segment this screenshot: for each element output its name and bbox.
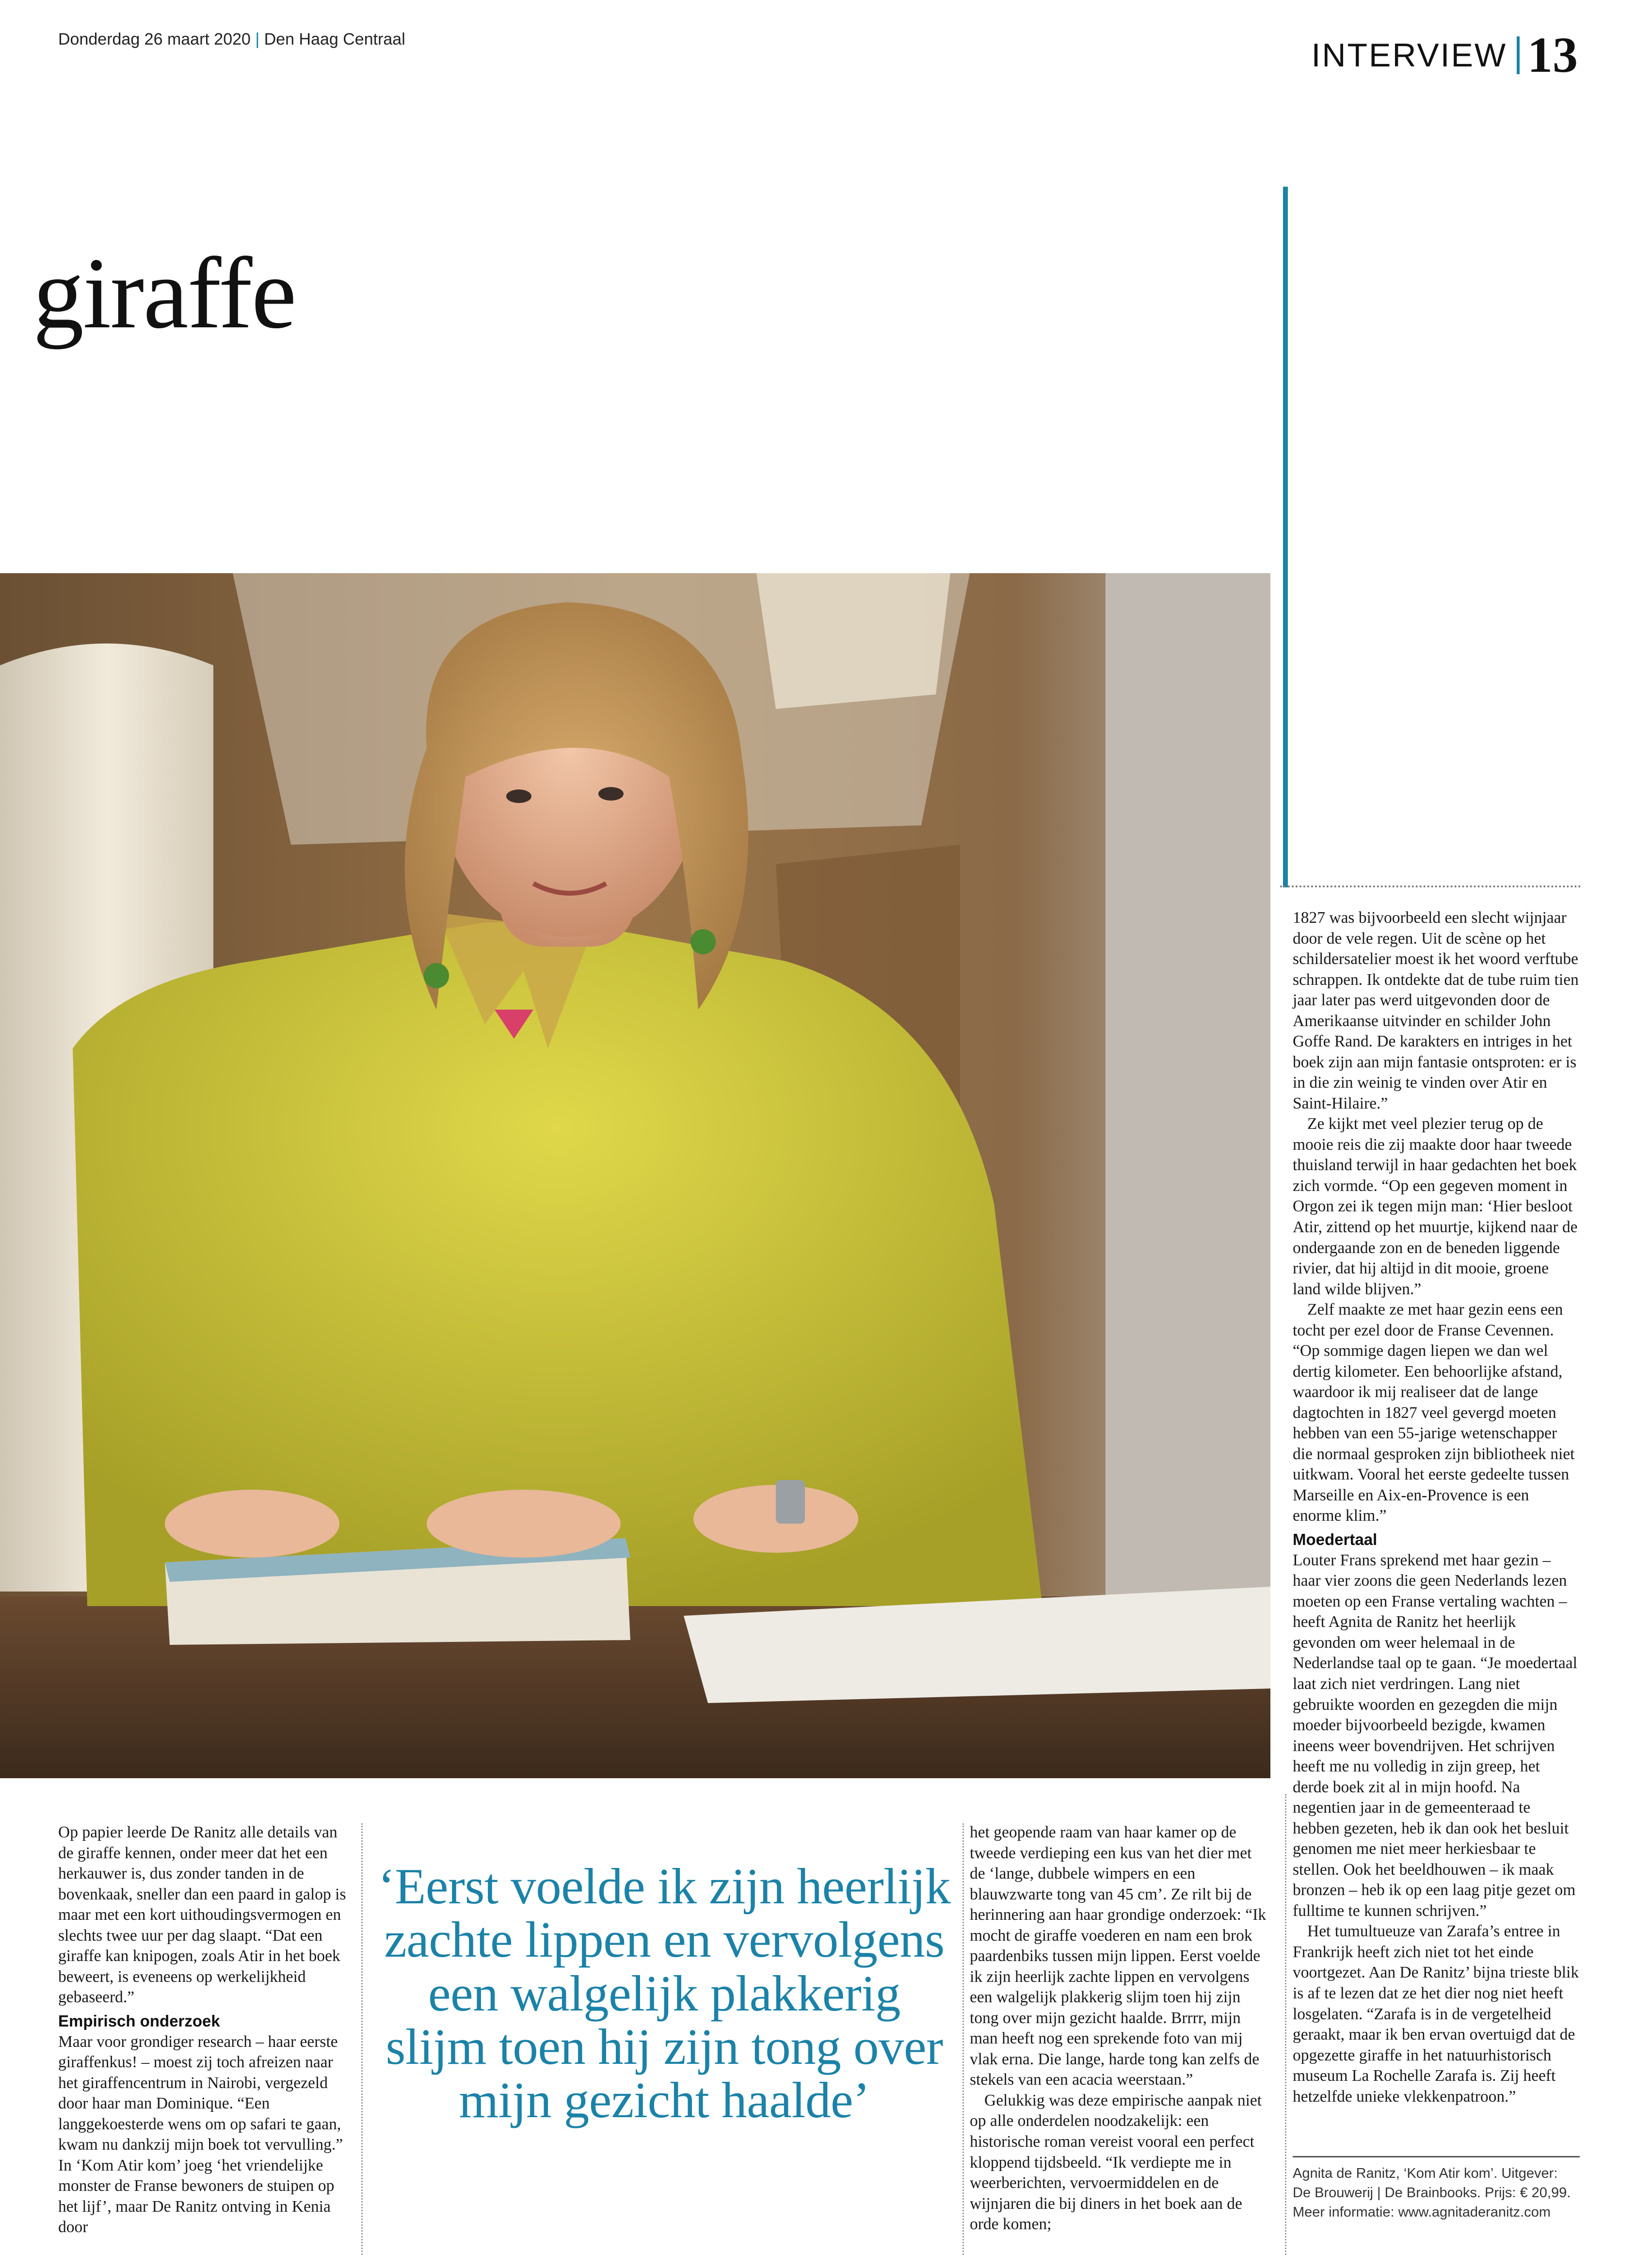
- issue-date: Donderdag 26 maart 2020: [58, 30, 251, 48]
- column-divider-middle: [962, 1823, 964, 2255]
- column-divider-right: [1285, 1794, 1286, 2255]
- dateline: [58, 30, 405, 49]
- subheading-moedertaal: Moedertaal: [1293, 1530, 1378, 1548]
- pull-quote: ‘Eerst voelde ik zijn heerlijk zachte lippen en vervolgens een walgelijk plakkerig slijm toen hij zijn tong over mijn gezicht haalde’: [378, 1858, 951, 2128]
- article-column-left: [58, 1822, 355, 2238]
- article-column-middle: [970, 1822, 1269, 2235]
- portrait-photo: [0, 573, 1270, 1778]
- credit-line: Agnita de Ranitz, ‘Kom Atir kom’. Uitgever:: [1293, 2166, 1558, 2181]
- article-paragraph: het geopende raam van haar kamer op de tweede verdieping een kus van het dier met de ‘lange, dubbele wimpers en een blauwzwarte tong van 45 cm’. Ze rilt bij de herinnering aan haar grondige onderzoek: “Ik mocht de giraffe voederen en nam een brok paardenbiks tussen mijn lippen. Eerst voelde ik zijn heerlijk zachte lippen en vervolgens een walgelijk plakkerig slijm toen hij zijn tong over mijn gezicht haalde. Brrrr, mijn man heeft nog een sprekende foto van mij vlak erna. Die lange, harde tong kan zelfs de stekels van een acacia weerstaan.”: [970, 1823, 1267, 2089]
- article-paragraph: Gelukkig was deze empirische aanpak niet op alle onderdelen noodzakelijk: een historische roman vereist vooral een perfect kloppend tijdsbeeld. “Ik verdiepte me in weerberichten, vervoermiddelen en de wijnjaren die bij diners in het boek aan de orde komen;: [970, 2091, 1262, 2234]
- edition-name: Den Haag Centraal: [264, 30, 405, 48]
- article-paragraph: Maar voor grondiger research – haar eerste giraffenkus! – moest zij toch afreizen naar het giraffencentrum in Nairobi, vergezeld door haar man Dominique. “Een langgekoesterde wens om op safari te gaan, kwam nu dankzij mijn boek tot vervulling.” In ‘Kom Atir kom’ joeg ‘het vriendelijke monster de Franse bewoners de stuipen op het lijf’, maar De Ranitz ontving in Kenia door: [58, 2032, 343, 2236]
- subheading-empirisch-onderzoek: Empirisch onderzoek: [58, 2011, 220, 2030]
- article-paragraph: Ze kijkt met veel plezier terug op de mooie reis die zij maakte door haar tweede thuisland terwijl in haar gedachten het boek zich vormde. “Op een gegeven moment in Orgon zei ik tegen mijn man: ‘Hier besloot Atir, zittend op het muurtje, kijkend naar de ondergaande zon en de beneden liggende rivier, dat hij altijd in dit mooie, groene land wilde blijven.”: [1293, 1115, 1578, 1298]
- headline: giraffe: [33, 237, 296, 350]
- article-paragraph: Op papier leerde De Ranitz alle details van de giraffe kennen, onder meer dat het een herkauwer is, dus zonder tanden in de bovenkaak, sneller dan een paard in galop is maar met een kort uithoudingsvermogen en slechts twee uur per dag slaapt. “Dat een giraffe kan knipogen, zoals Atir in het boek beweert, is eveneens op werkelijkheid gebaseerd.”: [58, 1823, 346, 2007]
- credit-line: Meer informatie: www.agnitaderanitz.com: [1293, 2204, 1551, 2220]
- article-column-right: [1293, 908, 1580, 2107]
- credit-rule: [1293, 2156, 1580, 2157]
- article-paragraph: Zelf maakte ze met haar gezin eens een tocht per ezel door de Franse Cevennen. “Op sommige dagen liepen we dan wel dertig kilometer. Een behoorlijke afstand, waardoor ik mij realiseer dat de lange dagtochten in 1827 veel gevergd moeten hebben van een 55-jarige wetenschapper die normaal gesproken zijn bibliotheek niet uitkwam. Vooral het eerste gedeelte tussen Marseille en Aix-en-Provence is een enorme klim.”: [1293, 1301, 1575, 1525]
- article-paragraph: Louter Frans sprekend met haar gezin – haar vier zoons die geen Nederlands lezen moeten op een Franse vertaling wachten – heeft Agnita de Ranitz het heerlijk gevonden om weer helemaal in de Nederlandse taal op te gaan. “Je moedertaal laat zich niet verdringen. Lang niet gebruikte woorden en gezegden die mijn moeder bijvoorbeeld bezigde, kwamen ineens weer bovendrijven. Het schrijven heeft me nu volledig in zijn greep, het derde boek zit al in mijn hoofd. Na negentien jaar in de gemeenteraad te hebben gezeten, heb ik dan ook het besluit genomen me niet meer herkiesbaar te stellen. Ook het beeldhouwen – ik maak bronzen – heb ik op een laag pitje gezet om fulltime te kunnen schrijven.”: [1293, 1551, 1577, 1920]
- book-credit: [1293, 2164, 1580, 2222]
- section-label: INTERVIEW: [1311, 36, 1507, 74]
- dateline-separator: |: [255, 30, 260, 48]
- article-paragraph: 1827 was bijvoorbeeld een slecht wijnjaar door de vele regen. Uit de scène op het schildersatelier moest ik het woord verftube schrappen. Ik ontdekte dat de tube ruim tien jaar later pas werd uitgevonden door de Amerikaanse uitvinder en schilder John Goffe Rand. De karakters en intriges in het boek zijn aan mijn fantasie ontsproten: er is in die zin weinig te vinden over Atir en Saint-Hilaire.”: [1293, 909, 1579, 1112]
- section-header: [1311, 26, 1578, 84]
- column-divider-left: [361, 1823, 363, 2255]
- page-number: 13: [1527, 27, 1578, 83]
- portrait-photo-illustration: [0, 573, 1270, 1778]
- section-divider: [1517, 36, 1520, 74]
- article-paragraph: Het tumultueuze van Zarafa’s entree in Frankrijk heeft zich niet tot het einde voortgezet. Aan De Ranitz’ bijna trieste blik is af te lezen dat ze het dier nog niet heeft losgelaten. “Zarafa is in de vergetelheid geraakt, maar ik ben ervan overtuigd dat de opgezette giraffe in het natuurhistorisch museum La Rochelle Zarafa is. Zij heeft hetzelfde unieke vlekkenpatroon.”: [1293, 1922, 1579, 2106]
- dotted-rule-top: [1280, 885, 1581, 887]
- accent-vertical-rule: [1283, 187, 1288, 887]
- credit-line: De Brouwerij | De Brainbooks. Prijs: € 20,99.: [1293, 2185, 1571, 2201]
